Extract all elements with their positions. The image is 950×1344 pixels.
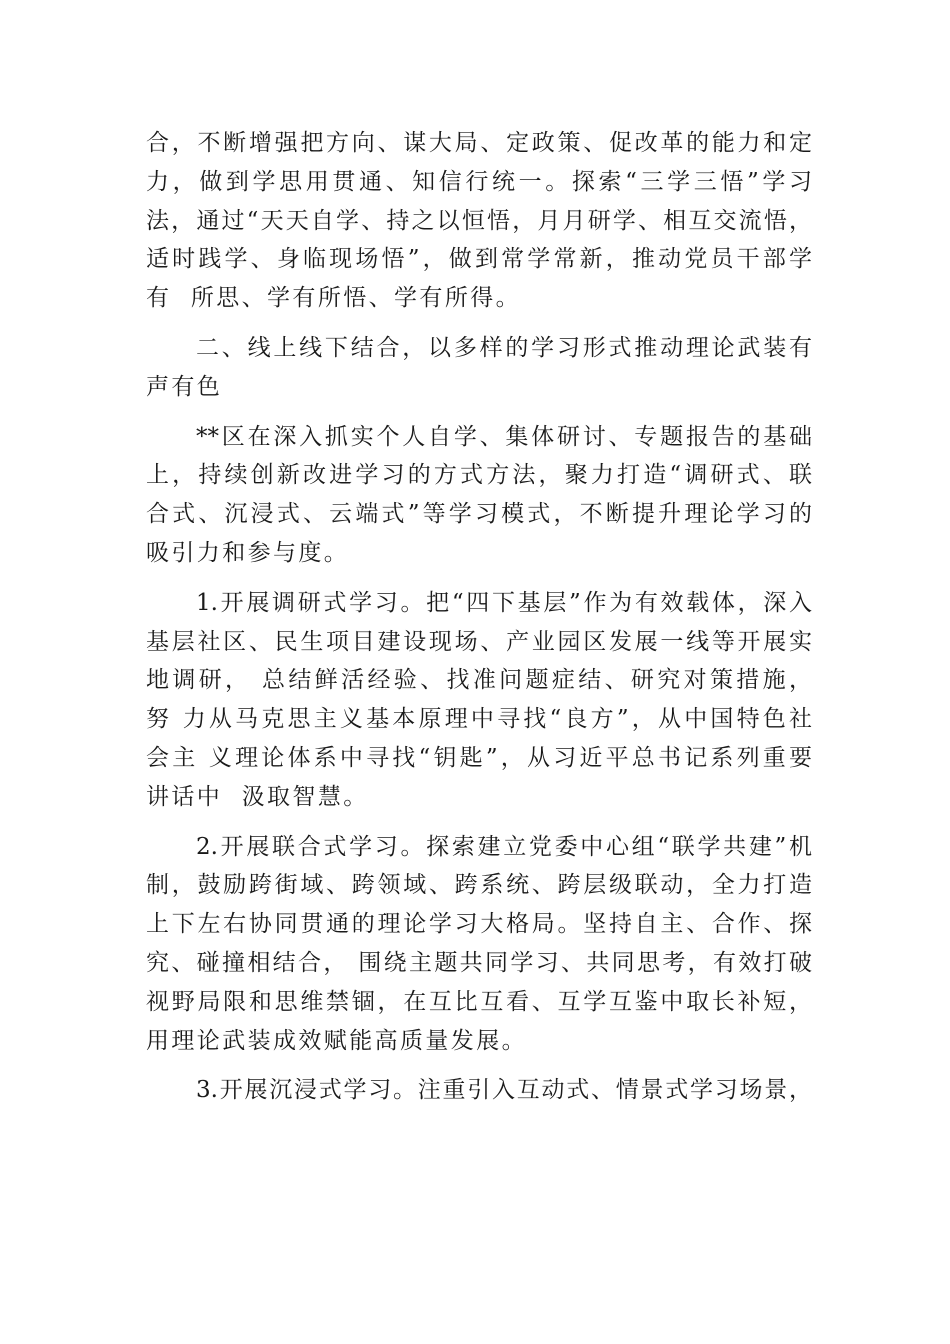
- text-line: 1.开展调研式学习。把“四下基层”作为有效载体，深入: [196, 589, 812, 616]
- text-line: 力，做到学思用贯通、知信行统一。探索“三学三悟”学习: [146, 168, 812, 195]
- text-line: 二、线上线下结合，以多样的学习形式推动理论武装有: [196, 334, 812, 361]
- text-line: 用理论武装成效赋能高质量发展。: [146, 1027, 527, 1054]
- text-line: 法，通过“天天自学、持之以恒悟，月月研学、相互交流悟，: [146, 207, 812, 234]
- text-line: 声有色: [146, 373, 223, 400]
- paragraph-item-1: [146, 584, 812, 817]
- document-body: [146, 124, 812, 1110]
- text-line: 讲话中 汲取智慧。: [146, 783, 369, 810]
- text-line: 2.开展联合式学习。探索建立党委中心组“联学共建”机: [196, 833, 812, 860]
- text-line: 吸引力和参与度。: [146, 539, 350, 566]
- section-heading: [146, 329, 812, 407]
- text-line: 基层社区、民生项目建设现场、产业园区发展一线等开展实: [146, 628, 812, 655]
- text-line: 适时践学、身临现场悟”，做到常学常新，推动党员干部学: [146, 246, 812, 273]
- text-line: 有 所思、学有所悟、学有所得。: [146, 285, 522, 312]
- paragraph-continuation: [146, 124, 812, 318]
- text-line: 视野局限和思维禁锢，在互比互看、互学互鉴中取长补短，: [146, 988, 812, 1015]
- paragraph-intro: [146, 418, 812, 573]
- text-line: 地调研， 总结鲜活经验、找准问题症结、研究对策措施，: [146, 667, 812, 694]
- text-line: 会主 义理论体系中寻找“钥匙”，从习近平总书记系列重要: [146, 744, 812, 771]
- text-line: 合式、沉浸式、云端式”等学习模式，不断提升理论学习的: [146, 501, 812, 528]
- paragraph-item-3: [146, 1071, 812, 1110]
- text-line: 究、碰撞相结合， 围绕主题共同学习、共同思考，有效打破: [146, 949, 812, 976]
- text-line: 合，不断增强把方向、谋大局、定政策、促改革的能力和定: [146, 130, 812, 156]
- paragraph-item-2: [146, 828, 812, 1061]
- text-line: 上，持续创新改进学习的方式方法，聚力打造“调研式、联: [146, 462, 812, 489]
- text-line: 3.开展沉浸式学习。注重引入互动式、情景式学习场景，: [196, 1077, 812, 1104]
- text-line: 努 力从马克思主义基本原理中寻找“良方”，从中国特色社: [146, 706, 812, 733]
- text-line: **区在深入抓实个人自学、集体研讨、专题报告的基础: [196, 423, 812, 450]
- text-line: 上下左右协同贯通的理论学习大格局。坚持自主、合作、探: [146, 911, 812, 938]
- text-line: 制，鼓励跨街域、跨领域、跨系统、跨层级联动，全力打造: [146, 872, 812, 899]
